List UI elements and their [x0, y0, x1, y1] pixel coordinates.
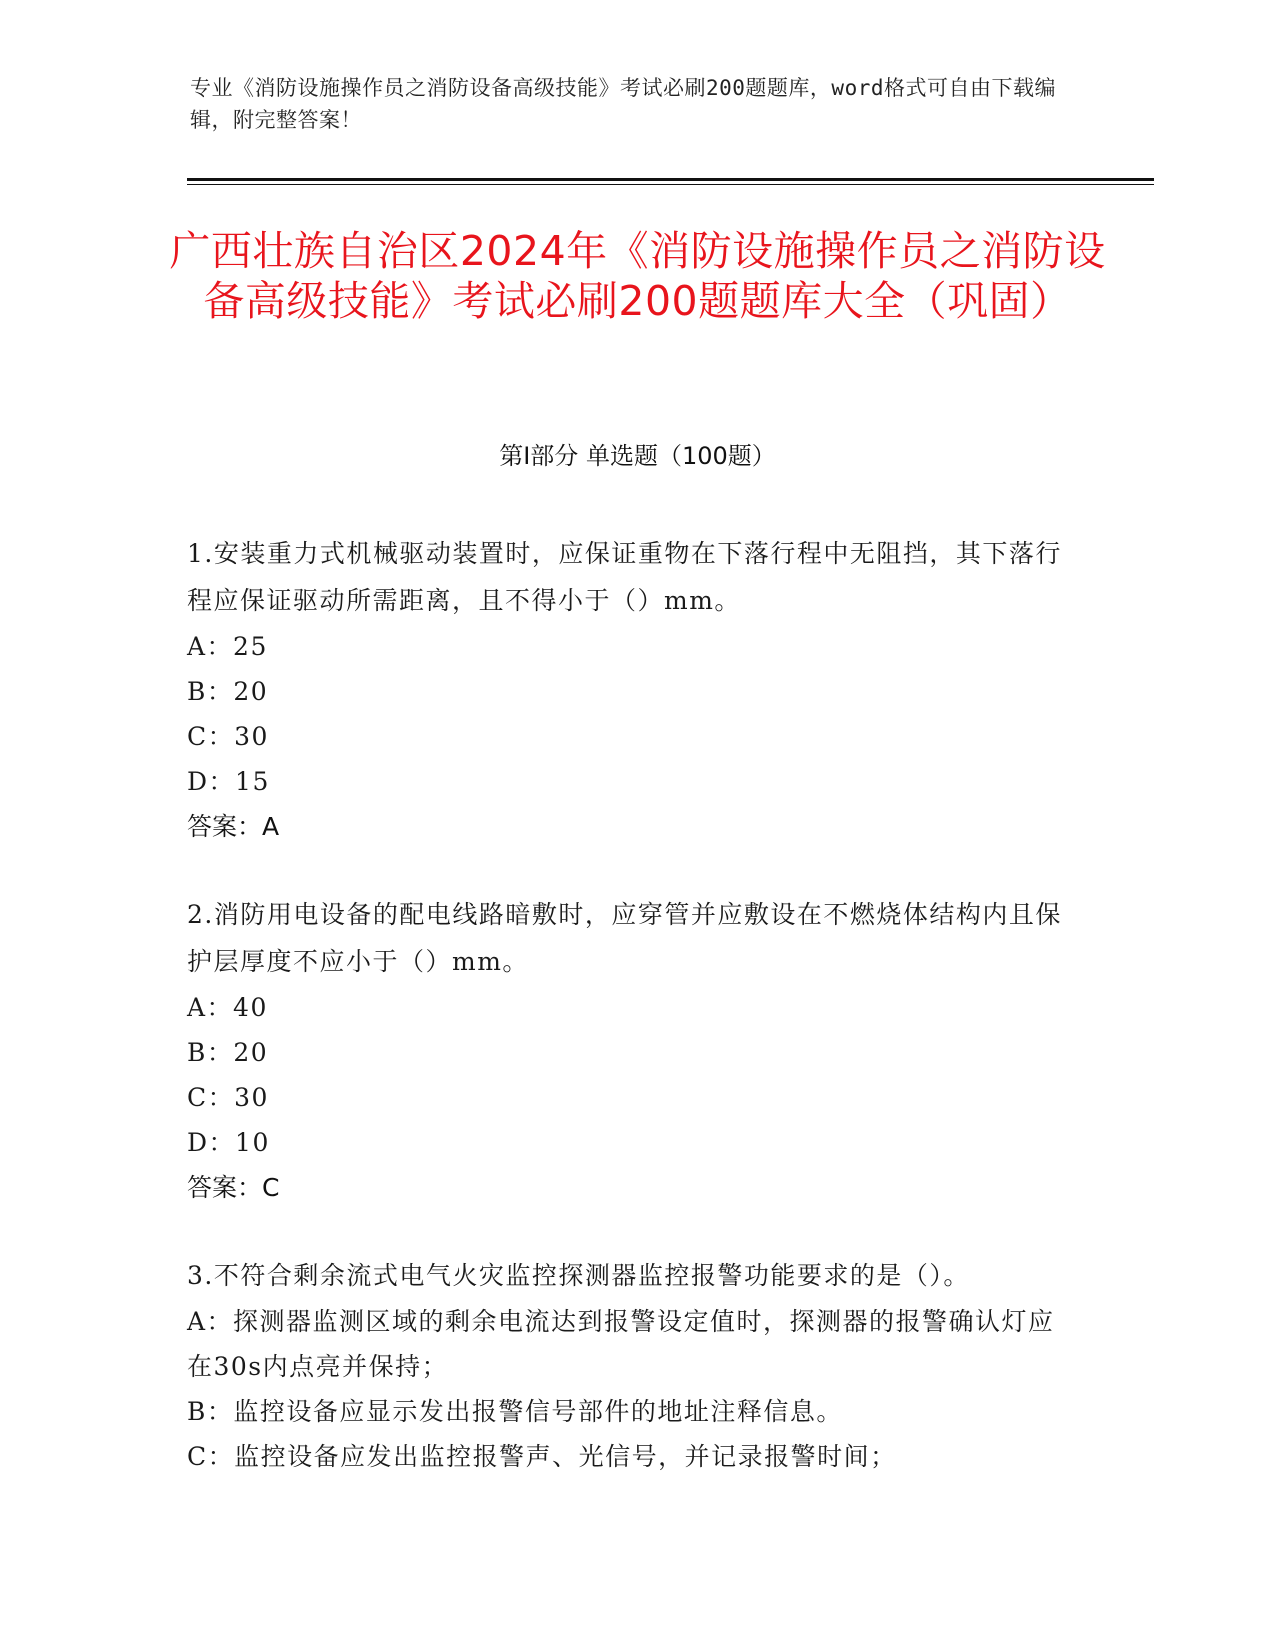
- option-a: A：25: [187, 632, 268, 661]
- question-stem: 2.消防用电设备的配电线路暗敷时，应穿管并应敷设在不燃烧体结构内且保护层厚度不应小于（）mm。: [187, 900, 1062, 976]
- option-c: C：监控设备应发出监控报警声、光信号，并记录报警时间；: [187, 1442, 897, 1471]
- section-title: 第I部分 单选题（100题）: [499, 442, 776, 470]
- question-3: [187, 1252, 1077, 1479]
- question-2: [187, 891, 1077, 1210]
- answer: 答案：C: [187, 1173, 280, 1202]
- option-d: D：15: [187, 767, 270, 796]
- option-b: B：20: [187, 1038, 269, 1067]
- option-a: A：探测器监测区域的剩余电流达到报警设定值时，探测器的报警确认灯应在30s内点亮并保持；: [187, 1307, 1055, 1381]
- option-a: A：40: [187, 993, 268, 1022]
- option-b: B：20: [187, 677, 269, 706]
- question-1: [187, 530, 1077, 849]
- question-list: [187, 530, 1077, 1521]
- document-title: 广西壮族自治区2024年《消防设施操作员之消防设备高级技能》考试必刷200题题库大全（巩固）: [169, 227, 1106, 325]
- option-c: C：30: [187, 722, 269, 751]
- question-stem: 1.安装重力式机械驱动装置时，应保证重物在下落行程中无阻挡，其下落行程应保证驱动所需距离，且不得小于（）mm。: [187, 539, 1062, 615]
- option-b: B：监控设备应显示发出报警信号部件的地址注释信息。: [187, 1397, 843, 1426]
- option-c: C：30: [187, 1083, 269, 1112]
- question-stem: 3.不符合剩余流式电气火灾监控探测器监控报警功能要求的是（）。: [187, 1261, 970, 1290]
- header-note: 专业《消防设施操作员之消防设备高级技能》考试必刷200题题库，word格式可自由下载编辑，附完整答案！: [190, 76, 1056, 132]
- answer: 答案：A: [187, 812, 280, 841]
- option-d: D：10: [187, 1128, 270, 1157]
- header-divider-thin: [187, 184, 1154, 185]
- header-divider: [187, 178, 1154, 181]
